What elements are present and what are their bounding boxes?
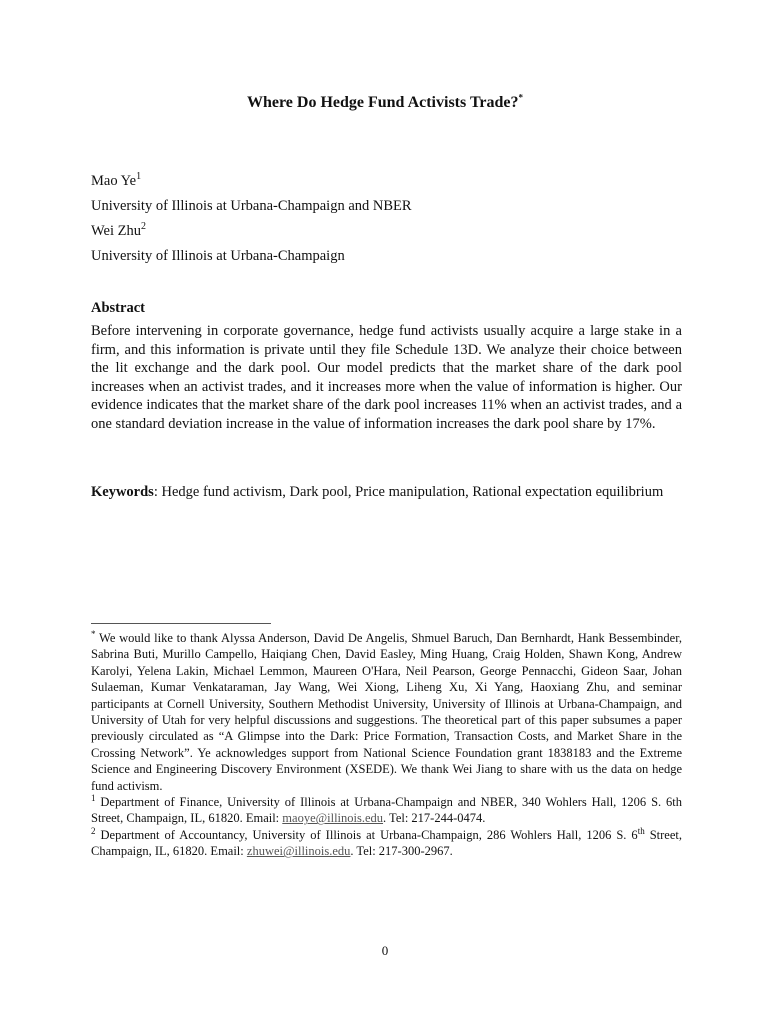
footnotes xyxy=(91,630,682,860)
footnote-1-tel: . Tel: 217-244-0474. xyxy=(383,811,486,826)
footnote-star xyxy=(91,630,682,794)
author-2 xyxy=(91,222,146,240)
footnote-star-mark: * xyxy=(91,628,96,639)
footnote-1-mark: 1 xyxy=(91,792,96,803)
author-1-mark: 1 xyxy=(136,171,142,183)
footnote-2-mark: 2 xyxy=(91,825,96,836)
abstract-body: Before intervening in corporate governance, hedge fund activists usually acquire a large stake in a firm, and this information is private until they file Schedule 13D. We analyze their choice between the lit exchange and the dark pool. Our model predicts that the market share of the dark pool increases when an activist trades, and it increases more when the value of information is higher. Our evidence indicates that the market share of the dark pool increases 11% when an activist trades, and a one standard deviation increase in the value of information increases the dark pool share by 17%. xyxy=(91,323,682,432)
author-1-affiliation: University of Illinois at Urbana-Champaign and NBER xyxy=(91,198,412,214)
footnote-2-tel: . Tel: 217-300-2967. xyxy=(350,844,453,859)
author-2-name: Wei Zhu xyxy=(91,223,141,239)
author-1-name: Mao Ye xyxy=(91,173,137,189)
keywords-text: : Hedge fund activism, Dark pool, Price manipulation, Rational expectation equilibrium xyxy=(153,484,664,500)
footnote-1-text: Department of Finance, University of Illinois at Urbana-Champaign and NBER, 340 Wohlers Hall, 1206 S. 6th Street, Champaign, IL, 61820. Email: xyxy=(91,795,682,826)
page-number: 0 xyxy=(381,943,389,958)
footnote-2-ordinal: th xyxy=(637,825,645,836)
footnote-2-email-link[interactable]: zhuwei@illinois.edu xyxy=(246,844,351,859)
footnote-1-email-link[interactable]: maoye@illinois.edu xyxy=(282,811,384,826)
keywords-label: Keywords xyxy=(91,484,154,500)
footnote-star-text: We would like to thank Alyssa Anderson, David De Angelis, Shmuel Baruch, Dan Bernhardt, Hank Bessembinder, Sabrina Buti, Murillo Campello, Haiqiang Chen, David Easley, Ming Huang, Craig Holden, Shawn Kong, Andrew Karolyi, Yelena Lakin, Michael Lemmon, Maureen O'Hara, Neil Pearson, George Pennacchi, Gideon Saar, Johan Sulaeman, Kumar Venkataraman, Jay Wang, Wei Xiong, Liheng Xu, Xi Yang, Haoxiang Zhu, and seminar participants at Cornell University, Southern Methodist University, University of Illinois at Urbana-Champaign, and University of Utah for very helpful discussions and suggestions. The theoretical part of this paper subsumes a paper previously circulated as “A Glimpse into the Dark: Price Formation, Transaction Costs, and Market Share in the Crossing Network”. Ye acknowledges support from National Science Foundation grant 1838183 and the Extreme Science and Engineering Discovery Environment (XSEDE). We thank Wei Jiang to share with us the data on hedge fund activism. xyxy=(91,631,682,793)
paper-title xyxy=(0,93,770,113)
author-2-affiliation: University of Illinois at Urbana-Champaign xyxy=(91,248,345,264)
title-footnote-mark: * xyxy=(518,92,524,103)
author-1 xyxy=(91,172,141,190)
footnote-1 xyxy=(91,794,682,827)
abstract-heading: Abstract xyxy=(91,300,145,316)
author-2-mark: 2 xyxy=(140,221,146,233)
keywords xyxy=(91,483,691,501)
footnote-2-text: Department of Accountancy, University of Illinois at Urbana-Champaign, 286 Wohlers Hall, 1206 S. 6 xyxy=(95,827,638,842)
title-text: Where Do Hedge Fund Activists Trade? xyxy=(246,94,519,111)
footnote-2-street: Street, Champaign, IL, 61820. Email: xyxy=(91,827,682,859)
footnote-2 xyxy=(91,827,682,860)
footnote-rule xyxy=(91,623,271,624)
